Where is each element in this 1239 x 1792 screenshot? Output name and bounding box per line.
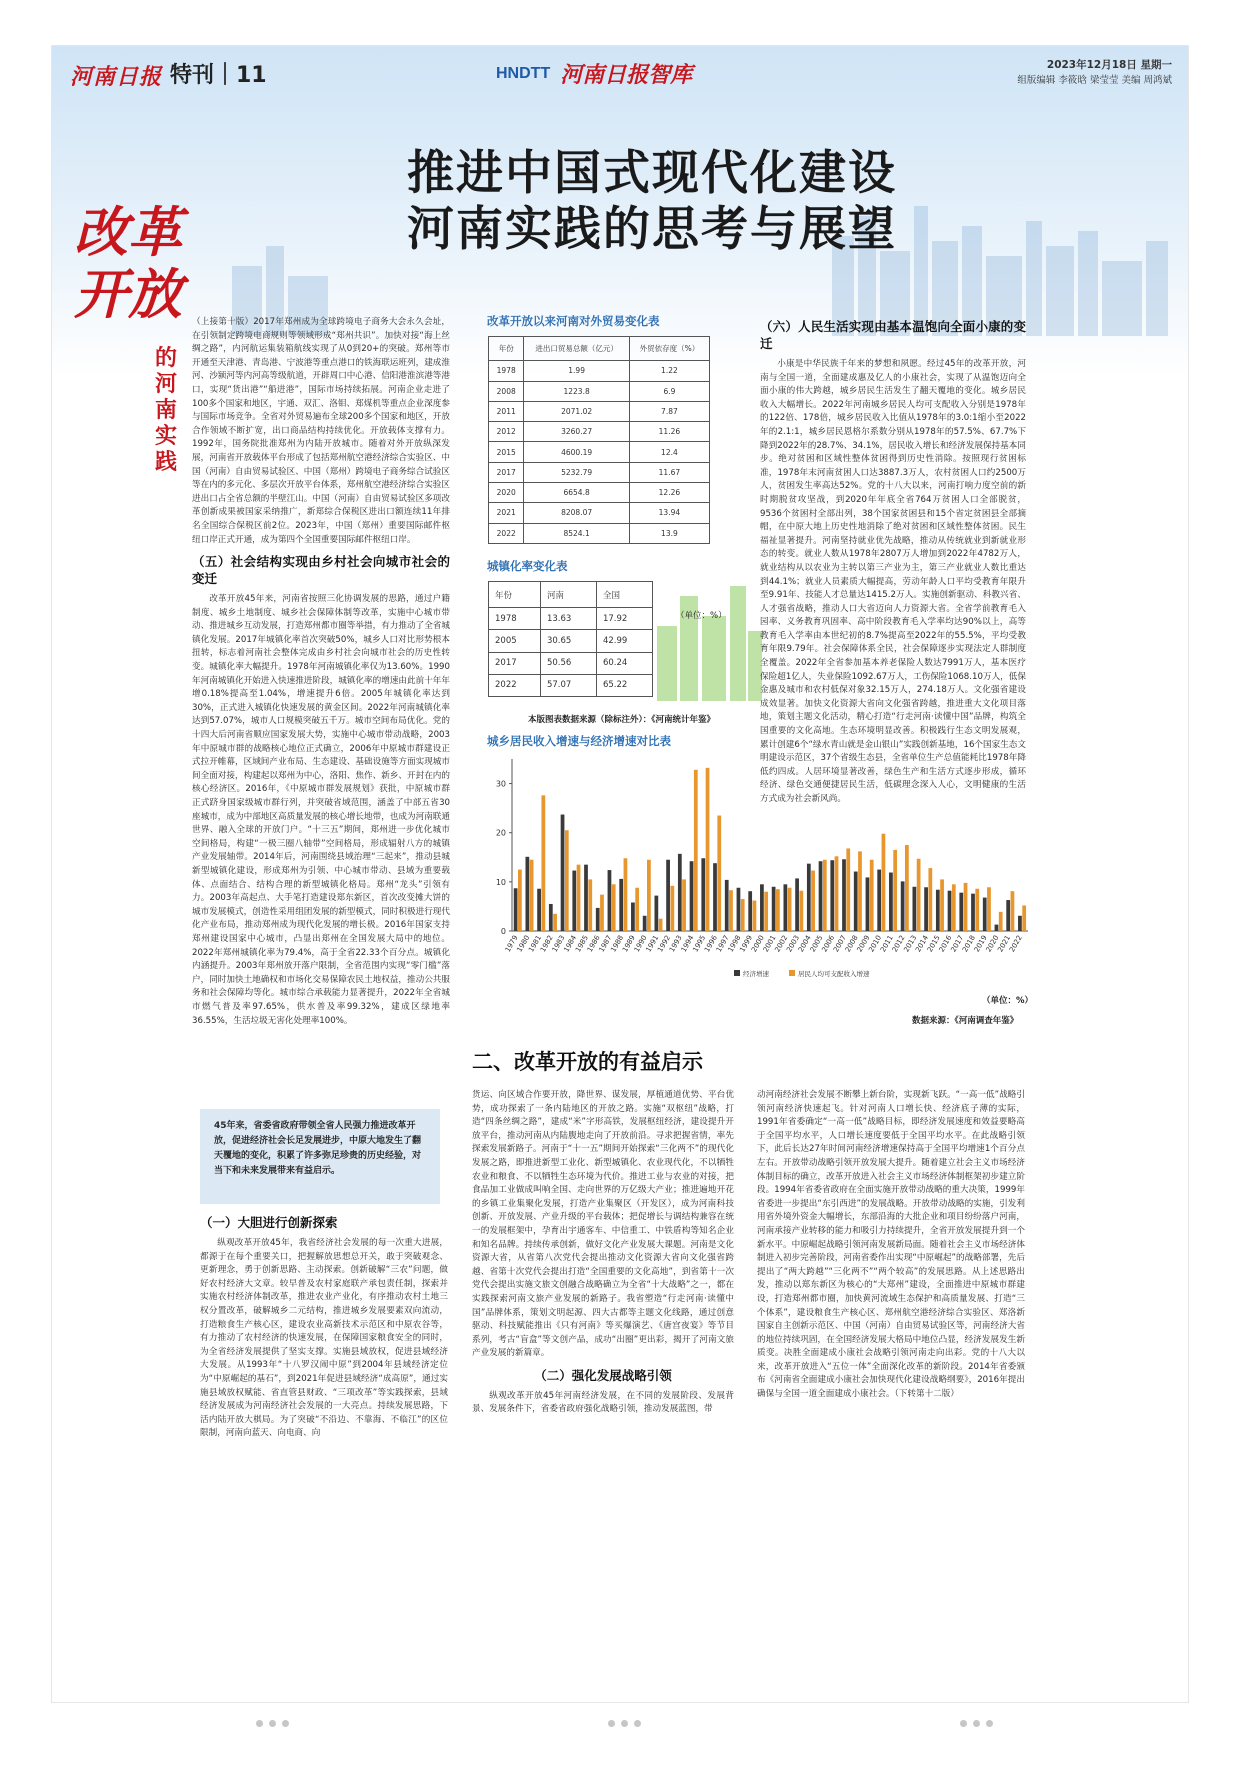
x-tick-label: 1999 [738, 934, 755, 954]
paragraph: 纵观改革开放45年，我省经济社会发展的每一次重大进展，都源于在每个重要关口，把握解放思想总开关，敢于突破观念、更新理念，勇于创新思路、主动探索。创新破解“三农”问题，做好农村经济大文章。较早普及农村家庭联产承包责任制，探索并实施农村经济体制改革，推进农业产业化，有序推动农村土地三权分置改革，破解城乡二元结构，推进城乡发展要素双向流动，打造粮食生产核心区，建设农业高新技术示范区和中原农谷等，有力推动了农村经济的快速发展，在保障国家粮食安全的同时，为全省经济发展提供了坚实支撑。实施县域放权，促进县域经济大发展。从1993年“十八罗汉闹中原”到2004年县域经济定位为“中原崛起的基石”，到2021年促进县域经济“成高原”，通过实施县域放权赋能、省直管县财政、“三项改革”等实践探索，县域经济发展成为河南经济社会发展的一大亮点。持续发展思路，下活内陆开放大棋局。为了突破“不沿边、不靠海、不临江”的区位限制，河南向蓝天、向电商、向 [200, 1238, 448, 1439]
bar-gdp [901, 881, 905, 931]
editors-credit: 组版编辑 李筱晗 梁莹莹 美编 周鸿斌 [1017, 75, 1172, 86]
calligraphy-title: 改革开放 [74, 200, 182, 326]
bar-gdp [713, 863, 717, 931]
table-row [489, 608, 653, 630]
x-tick-label: 1989 [621, 934, 637, 954]
bar-income [553, 914, 557, 931]
x-tick-label: 2012 [890, 934, 907, 954]
x-tick-label: 1980 [515, 934, 532, 954]
bar-income [565, 830, 569, 931]
bottom-column-3 [757, 1089, 1025, 1404]
brand-main-logo: 河南日报智库 [560, 62, 693, 88]
table-header: 全国 [596, 582, 652, 608]
cell: 2022 [489, 523, 524, 543]
bar-income [835, 856, 839, 931]
x-tick-label: 2006 [820, 934, 837, 954]
paragraph: （上接第十版）2017年郑州成为全球跨境电子商务大会永久会址，在引领制定跨境电商规则等领域形成“郑州共识”。加快对接“海上丝绸之路”，内河航运集装箱航线实现了从0到20+的突破。郑州等市开通至天津港、青岛港、宁波港等重点港口的铁海联运班列，建成淮河、沙颍河等内河高等级航道，开辟周口中心港、信阳港淮滨港等港口，实现“货出港”“船进港”，国际市场持续拓展。河南企业走进了100多个国家和地区，宇通、双汇、洛钼、郑煤机等重点企业深度参与国际市场竞争。全省对外贸易遍布全球200多个国家和地区，开放合作领域不断扩宽，出口商品结构持续优化。开放载体支撑有力。1992年，国务院批准郑州为内陆开放城市。随着对外开放纵深发展，河南省开放载体平台形成了包括郑州航空港经济综合实验区、中国（河南）自由贸易试验区、中国（郑州）跨境电子商务综合试验区等在内的多元化、多层次开放平台体系，郑州航空港经济综合实验区进出口占全省总额的半壁江山。中国（河南）自由贸易试验区多项改革创新成果被国家采纳推广，新郑综合保税区进出口额连续11年排名全国综合保税区前2位。2023年，中国（郑州）重要国际邮件枢纽口岸正式开通，成为第四个全国重要国际邮件枢纽口岸。 [192, 317, 450, 545]
bar-gdp [537, 889, 541, 931]
legend-swatch [734, 970, 740, 976]
x-tick-label: 2007 [832, 934, 848, 954]
table-header: 年份 [489, 582, 541, 608]
section-heading-6: （六）人民生活实现由基本温饱向全面小康的变迁 [760, 319, 1026, 351]
cell: 12.26 [629, 483, 709, 503]
cell: 6654.8 [524, 483, 629, 503]
bar-gdp [596, 908, 600, 931]
bar-income [518, 870, 522, 931]
cell: 2008 [489, 381, 524, 401]
bar-gdp [924, 887, 928, 931]
cell: 6.9 [629, 381, 709, 401]
bar-gdp [631, 902, 635, 931]
bar-gdp [983, 898, 987, 931]
urbanization-skyline-graphic [652, 576, 762, 701]
cell: 30.65 [540, 630, 596, 652]
bar-gdp [995, 925, 999, 931]
legend-swatch [789, 970, 795, 976]
bar-gdp [1018, 916, 1022, 931]
header-meta [1017, 58, 1172, 88]
bar-income [612, 884, 616, 931]
x-tick-label: 2018 [961, 934, 977, 954]
bar-income [917, 859, 921, 931]
x-tick-label: 2001 [761, 934, 778, 954]
bar-income [577, 865, 581, 931]
cell: 4600.19 [524, 442, 629, 462]
x-tick-label: 2003 [785, 934, 802, 954]
y-tick-label: 30 [495, 779, 506, 789]
title-line-2: 河南实践的思考与展望 [407, 202, 897, 257]
y-tick-label: 10 [495, 877, 506, 887]
x-tick-label: 1987 [597, 934, 614, 954]
bar-income [717, 816, 721, 931]
y-tick-label: 20 [495, 828, 506, 838]
cell: 2012 [489, 422, 524, 442]
chart-data-source: 数据来源：《河南调查年鉴》 [912, 1016, 1019, 1026]
bar-gdp [678, 854, 682, 931]
x-tick-label: 1984 [562, 934, 579, 954]
cell: 3260.27 [524, 422, 629, 442]
bar-gdp [866, 877, 870, 931]
x-tick-label: 1993 [667, 934, 684, 954]
x-tick-label: 2020 [984, 934, 1001, 954]
x-tick-label: 1992 [656, 934, 673, 954]
x-tick-label: 2002 [773, 934, 790, 954]
cell: 17.92 [596, 608, 652, 630]
x-tick-label: 1981 [527, 934, 544, 954]
bar-gdp [561, 815, 565, 931]
bar-income [776, 889, 780, 931]
x-tick-label: 1995 [691, 934, 708, 954]
vertical-subtitle: 的河南实践 [154, 346, 177, 475]
bar-gdp [584, 865, 588, 931]
bar-gdp [959, 893, 963, 931]
bar-income [846, 848, 850, 931]
x-tick-label: 2013 [902, 934, 919, 954]
cell: 42.99 [596, 630, 652, 652]
paragraph: 小康是中华民族千年来的梦想和夙愿。经过45年的改革开放，河南与全国一道，全面建成惠及亿人的小康社会，实现了从温饱迈向全面小康的伟大跨越，城乡居民生活发生了翻天覆地的变化。城乡居民收入大幅增长。2022年河南城乡居民人均可支配收入分别是1978年的122倍、178倍，城乡居民收入比值从1978年的3.0:1缩小至2022年的2.1:1，城乡居民恩格尔系数分别从1978年的57.5%、67.7%下降到2022年的28.7%、34.1%，居民收入增长和经济发展保持基本同步。绝对贫困和区域性整体贫困得到历史性消除。按照现行贫困标准，1978年末河南贫困人口达3887.3万人，农村贫困人口约2500万人，贫困发生率高达52%。党的十八大以来，河南打响力度空前的新时期脱贫攻坚战，到2020年年底全省764万贫困人口全部脱贫，9536个贫困村全部出列，38个国家贫困县和15个省定贫困县全部摘帽，在中原大地上历史性地消除了绝对贫困和区域性整体贫困。民生福祉显著提升。河南坚持就业优先战略，推动从传统就业到新就业形态的转变。就业人数从1978年2807万人增加到2022年4782万人，就业结构从以农业为主转以第三产业为主，第三产业就业人数比重达到44.1%；就业人员素质大幅提高，劳动年龄人口平均受教育年限升至9.91年、技能人才总量达1415.2万人。实施创新驱动、科教兴省、人才强省战略，推动人口大省迈向人力资源大省。全省学前教育毛入园率、义务教育巩固率、高中阶段教育毛入学率均达90%以上，高等教育毛入学率由本世纪初的8.7%提高至2022年的55.5%，平均受教育年限9.79年。社会保障体系全民，社会保障逐步实现法定人群制度全覆盖。2022年全省参加基本养老保险人数达7991万人，基本医疗保险超1亿人，失业保险1092.67万人，工伤保险1068.10万人，低保金惠及城市和农村低保对象32.15万人，274.18万人。文化强省建设成效显著。加快文化资源大省向文化强省跨越，推进重大文化项目落地，策划主题文化活动，精心打造“行走河南·读懂中国”品牌，构筑全国重要的文化高地。生态环境明显改善。积极践行生态文明发展观，累计创建6个“绿水青山就是金山银山”实践创新基地，16个国家生态文明建设示范区，37个省级生态县，全省单位生产总值能耗比1978年降低约四成。人居环境显著改善，绿色生产和生活方式逐步形成，循环经济、绿色交通便捷居民生活，低碳理念深入人心，文明健康的生活方式成为社会新风尚。 [760, 359, 1026, 804]
bar-income [975, 889, 979, 931]
x-tick-label: 1991 [644, 934, 661, 954]
bar-income [823, 860, 827, 931]
bar-gdp [819, 861, 823, 931]
bar-income [870, 860, 874, 931]
paragraph: 货运、向区域合作要开放，降世界、谋发展，厚植通道优势、平台优势，成功探索了一条内陆地区的开放之路。实施“双枢纽”战略，打造“四条丝绸之路”，建成“米”字形高铁，发展枢纽经济，建设提升开放平台，推动河南从内陆腹地走向了开放前沿。寻求把握省情，率先探索发展新路子。河南于“十一五”期间开始探索“三化两不”的现代化发展之路，即推进新型工业化、新型城镇化、农业现代化，不以牺牲农业和粮食、不以牺牲生态环境为代价。推进工业与农业的对接，把食品加工业做成叫响全国、走向世界的万亿级大产业；推进遍地开花的乡镇工业集聚化发展，打造产业集聚区（开发区），成为河南科技创新、开放发展、产业升级的平台载体；把促增长与调结构兼容在统一的发展框架中，孕育出宇通客车、中信重工、中铁盾构等知名企业和知名品牌。持续传承创新，做好文化产业发展大课题。河南是文化资源大省，从省第八次党代会提出推动文化资源大省向文化强省跨越、省第十次党代会提出打造“全国重要的文化高地”，到省第十一次党代会提出实施文旅文创融合战略确立为全省“十大战略”之一，都在实践探索河南文旅产业发展的新路子。我省塑造“行走河南·读懂中国”品牌体系，策划文明起源、四大古都等主题文化线路，通过创意驱动、科技赋能推出《只有河南》等买爆演艺、《唐宫夜宴》等节目系列，考古“盲盒”等文创产品，成功“出圈”更出彩，揭开了河南文旅产业发展的新篇章。 [472, 1090, 734, 1359]
cell: 11.67 [629, 462, 709, 482]
x-tick-label: 2017 [949, 934, 966, 954]
table-header: 外贸依存度（%） [629, 337, 709, 361]
issue-date: 2023年12月18日 星期一 [1046, 59, 1172, 71]
table-row [489, 483, 710, 503]
bar-gdp [842, 859, 846, 931]
x-tick-label: 1994 [679, 934, 696, 954]
cell: 2015 [489, 442, 524, 462]
section-heading-1: （一）大胆进行创新探索 [200, 1215, 338, 1230]
table-row [489, 381, 710, 401]
bar-income [1022, 905, 1026, 931]
cell: 1223.8 [524, 381, 629, 401]
x-tick-label: 1985 [574, 934, 590, 954]
bar-income [893, 850, 897, 931]
cell: 2017 [489, 652, 541, 674]
bar-gdp [690, 861, 694, 931]
bar-income [647, 860, 651, 931]
newspaper-page [52, 46, 1188, 1702]
bar-income [1011, 891, 1015, 931]
bar-gdp [830, 860, 834, 931]
cell: 50.56 [540, 652, 596, 674]
bar-gdp [912, 887, 916, 931]
income-chart-title: 城乡居民收入增速与经济增速对比表 [487, 734, 671, 748]
y-tick-label: 0 [500, 927, 506, 936]
x-tick-label: 2005 [808, 934, 825, 954]
x-tick-label: 1988 [609, 934, 626, 954]
x-tick-label: 2010 [867, 934, 884, 954]
cell: 12.4 [629, 442, 709, 462]
paragraph: 纵观改革开放45年河南经济发展，在不同的发展阶段、发展背景、发展条件下，省委省政府强化战略引领，推动发展蓝图，带 [472, 1390, 734, 1415]
editor-quote-box: 45年来，省委省政府带领全省人民强力推进改革开放，促进经济社会长足发展进步，中原大地发生了翻天覆地的变化，积累了许多弥足珍贵的历史经验，对当下和未来发展带来有益启示。 [200, 1109, 440, 1204]
bar-gdp [572, 871, 576, 931]
bar-gdp [889, 873, 893, 931]
trade-table [488, 336, 710, 544]
bar-income [858, 851, 862, 931]
bar-income [541, 795, 545, 931]
section-heading-2: （二）强化发展战略引领 [534, 1367, 672, 1383]
paragraph: 动河南经济社会发展不断攀上新台阶，实现新飞跃。“一高一低”战略引领河南经济快速起飞。针对河南人口增长快、经济底子薄的实际，1991年省委确定“一高一低”战略目标，即经济发展速度和效益要略高于全国平均水平，人口增长速度要低于全国平均水平。在此战略引领下，此后长达27年时间河南经济增速保持高于全国平均增速1个百分点左右。开放带动战略引领开放发展大提升。随着建立社会主义市场经济体制目标的确立，改革开放进入社会主义市场经济体制框架初步建立阶段。1994年省委省政府在全面实施开放带动战略的重大决策，1999年省委进一步提出“东引西进”的发展战略。开放带动战略的实施，引发利用省外境外资金大幅增长，东部沿海的大批企业和项目纷纷落户河南，河南承接产业转移的能力和吸引力持续提升，全省开放发展提升到一个新水平。中原崛起战略引领河南发展新局面。随着社会主义市场经济体制进入初步完善阶段，河南省委作出实现“中原崛起”的战略部署，先后提出了“两大跨越”“三化两不”“两个较高”的发展思路。从上述思路出发，推动以郑东新区为核心的“大郑州”建设，全面推进中原城市群建设，打造郑州都市圈，加快黄河流域生态保护和高质量发展、打造“三个体系”，建设粮食生产核心区、郑州航空港经济综合实验区、郑洛新国家自主创新示范区、中国（河南）自由贸易试验区等，河南经济大省的地位持续巩固，在全国经济发展大格局中地位凸显，经济发展发生新质变。决胜全面建成小康社会战略引领河南走向出彩。党的十八大以来，改革开放进入“五位一体”全面深化改革的新阶段。2014年省委颁布《河南省全面建成小康社会加快现代化建设战略纲要》，2016年提出确保与全国一道全面建成小康社会。（下转第十二版） [757, 1090, 1025, 1400]
x-tick-label: 2016 [937, 934, 954, 954]
x-tick-label: 1997 [714, 934, 731, 954]
x-tick-label: 2014 [914, 934, 931, 954]
page-indicator-right[interactable] [960, 1720, 993, 1727]
cell: 2021 [489, 503, 524, 523]
cell: 11.26 [629, 422, 709, 442]
cell: 2005 [489, 630, 541, 652]
bar-income [928, 868, 932, 931]
table-row [489, 674, 653, 696]
bar-gdp [666, 860, 670, 931]
bar-income [741, 899, 745, 931]
bar-income [882, 834, 886, 931]
right-column [760, 318, 1026, 809]
bar-income [588, 879, 592, 931]
bar-gdp [971, 894, 975, 931]
trade-table-title: 改革开放以来河南对外贸易变化表 [487, 314, 660, 328]
page-title [302, 146, 1002, 258]
table-row [489, 503, 710, 523]
x-tick-label: 2015 [925, 934, 942, 954]
paragraph: 改革开放45年来，河南省按照三化协调发展的思路，通过户籍制度、城乡土地制度、城乡社会保障体制等改革，实施中心城市带动、推进城乡互动发展，打造郑州都市圈等举措，有力推动了全省城镇化发展。2017年城镇化率首次突破50%，城乡人口对比形势根本扭转，标志着河南社会整体完成由乡村社会向城市社会的历史性转变。城镇化率大幅提升。1978年河南城镇化率仅为13.60%。1990年河南城镇化开始进入快速推进阶段，城镇化率的增速由此前十年年增0.18%提高至1.04%，增速提升6倍。2005年城镇化率达到30%，正式进入城镇化快速发展的黄金区间。2022年河南城镇化率达到57.07%，城市人口规模突破五千万。城市空间布局优化。党的十四大后河南省顺应国家发展大势，实施中心城市带动战略，2003年中原城市群的战略核心地位正式确立，2006年中原城市群建设正式拉开帷幕，区域间产业布局、生态建设、基础设施等方面实现城市间全面对接，构建起以郑州为中心，洛阳、焦作、新乡、开封在内的核心经济区。2016年，《中原城市群发展规划》获批，中原城市群正式跻身国家级城市群行列，并突破省域范围，涵盖了中部五省30座城市，成为中部地区高质量发展的核心增长地带，也成为河南联通世界、融入全球的开放门户。“十三五”期间，郑州进一步优化城市空间格局，构建“一极三圈八轴带”空间格局，形成辐射八方的城镇产业发展轴带。2014年后，河南围绕县域治理“三起来”，推动县城新型城镇化建设，形成郑州为引领、中心城市带动、县域为重要载体、点面结合、结构合理的新型城镇化格局。郑州“龙头”引领有力。2003年高起点、大手笔打造建设郑东新区，首次改变摊大饼的城市发展模式，创造性采用组团发展的新型模式，同时积极进行现代化产业布局，推动郑州成为现代化发展的增长极。2016年国家支持郑州建设国家中心城市，凸显出郑州在全国发展大局中的地位。2022年郑州城镇化率为79.4%，高于全省22.33个百分点。城镇化内涵提升。2003年郑州放开落户限制，全省范围内实现“零门槛”落户，同时加快土地确权和市场化交易保障农民土地权益，推动公共服务和社会保障均等化。城市综合承载能力显著提升，2022年全省城市燃气普及率97.65%，供水普及率99.32%，建成区绿地率36.55%，生活垃圾无害化处理率100%。 [192, 594, 450, 1026]
bar-gdp [643, 916, 647, 931]
bar-income [952, 884, 956, 931]
bar-income [600, 895, 604, 931]
x-tick-label: 1986 [585, 934, 602, 954]
bar-income [530, 860, 534, 931]
section-label: 特刊｜11 [170, 63, 267, 88]
urbanization-unit: （单位：%） [676, 611, 727, 621]
bar-gdp [877, 870, 881, 931]
table-row [489, 442, 710, 462]
table-header: 河南 [540, 582, 596, 608]
bar-income [635, 888, 639, 931]
bar-gdp [772, 887, 776, 931]
urbanization-table [488, 581, 653, 697]
bar-gdp [549, 904, 553, 931]
bar-gdp [514, 888, 518, 931]
table-row [489, 523, 710, 543]
x-tick-label: 2011 [879, 934, 895, 954]
bar-gdp [701, 858, 705, 931]
bar-income [764, 892, 768, 931]
x-tick-label: 2019 [972, 934, 989, 954]
bar-gdp [783, 884, 787, 931]
x-tick-label: 2022 [1008, 934, 1024, 954]
cell: 8208.07 [524, 503, 629, 523]
x-tick-label: 1990 [632, 934, 649, 954]
bar-gdp [737, 888, 741, 931]
bar-income [706, 768, 710, 931]
part2-heading: 二、改革开放的有益启示 [472, 1050, 703, 1074]
bar-gdp [936, 890, 940, 931]
bar-gdp [854, 872, 858, 931]
cell: 2020 [489, 483, 524, 503]
bar-income [788, 888, 792, 931]
brand-header [492, 58, 692, 89]
bar-income [999, 912, 1003, 931]
title-line-1: 推进中国式现代化建设 [407, 146, 897, 201]
cell: 7.87 [629, 401, 709, 421]
bar-income [682, 879, 686, 931]
bar-gdp [608, 870, 612, 931]
x-tick-label: 2004 [796, 934, 813, 954]
bar-income [987, 887, 991, 931]
urbanization-table-title: 城镇化率变化表 [487, 559, 568, 573]
x-tick-label: 1982 [538, 934, 555, 954]
bar-income [670, 886, 674, 931]
bar-income [811, 871, 815, 931]
bottom-column-2 [472, 1089, 734, 1419]
cell: 1.99 [524, 361, 629, 381]
x-tick-label: 1983 [550, 934, 567, 954]
table-header: 进出口贸易总额（亿元） [524, 337, 629, 361]
cell: 60.24 [596, 652, 652, 674]
x-tick-label: 2000 [750, 934, 766, 954]
section-heading-5: （五）社会结构实现由乡村社会向城市社会的变迁 [192, 554, 450, 587]
x-tick-label: 1996 [703, 934, 719, 954]
cell: 2017 [489, 462, 524, 482]
bar-income [799, 891, 803, 931]
cell: 65.22 [596, 674, 652, 696]
bar-income [905, 845, 909, 931]
bar-gdp [654, 896, 658, 931]
cell: 13.94 [629, 503, 709, 523]
x-tick-label: 2021 [996, 934, 1013, 954]
cell: 1978 [489, 361, 524, 381]
bar-income [624, 858, 628, 931]
cell: 2071.02 [524, 401, 629, 421]
x-tick-label: 1979 [503, 934, 520, 954]
left-column [192, 316, 450, 1030]
x-tick-label: 2009 [855, 934, 872, 954]
cell: 5232.79 [524, 462, 629, 482]
bar-income [940, 879, 944, 931]
legend-label: 居民人均可支配收入增速 [798, 970, 870, 978]
table-row [489, 462, 710, 482]
cell: 1978 [489, 608, 541, 630]
bar-income [694, 770, 698, 931]
brand-small-logo: HNDTT [496, 64, 551, 82]
bar-gdp [948, 891, 952, 931]
bar-gdp [725, 880, 729, 931]
bar-gdp [619, 879, 623, 931]
chart-source-note: 本版图表数据来源（除标注外）：《河南统计年鉴》 [528, 715, 716, 725]
cell: 13.63 [540, 608, 596, 630]
cell: 13.9 [629, 523, 709, 543]
bar-gdp [807, 864, 811, 931]
cell: 57.07 [540, 674, 596, 696]
bar-income [659, 919, 663, 931]
cell: 2022 [489, 674, 541, 696]
page-indicator-left[interactable] [256, 1720, 289, 1727]
table-row [489, 401, 710, 421]
cell: 1.22 [629, 361, 709, 381]
table-row [489, 630, 653, 652]
x-tick-label: 2008 [843, 934, 860, 954]
cell: 2011 [489, 401, 524, 421]
chart-unit: （单位：%） [982, 996, 1034, 1006]
newspaper-logo: 河南日报 [70, 64, 163, 90]
table-header-row [489, 337, 710, 361]
table-header: 年份 [489, 337, 524, 361]
bar-gdp [795, 878, 799, 931]
bar-income [964, 883, 968, 931]
bar-gdp [525, 857, 529, 931]
page-indicator-center[interactable] [608, 1720, 641, 1727]
cell: 8524.1 [524, 523, 629, 543]
bar-gdp [1006, 900, 1010, 931]
legend-label: 经济增速 [743, 970, 769, 978]
bar-gdp [760, 884, 764, 931]
bar-income [753, 901, 757, 931]
bar-gdp [748, 891, 752, 931]
table-row [489, 652, 653, 674]
bottom-column-1 [200, 1214, 448, 1443]
table-header-row [489, 582, 653, 608]
bar-income [729, 890, 733, 931]
table-row [489, 422, 710, 442]
x-tick-label: 1998 [726, 934, 743, 954]
table-row [489, 361, 710, 381]
